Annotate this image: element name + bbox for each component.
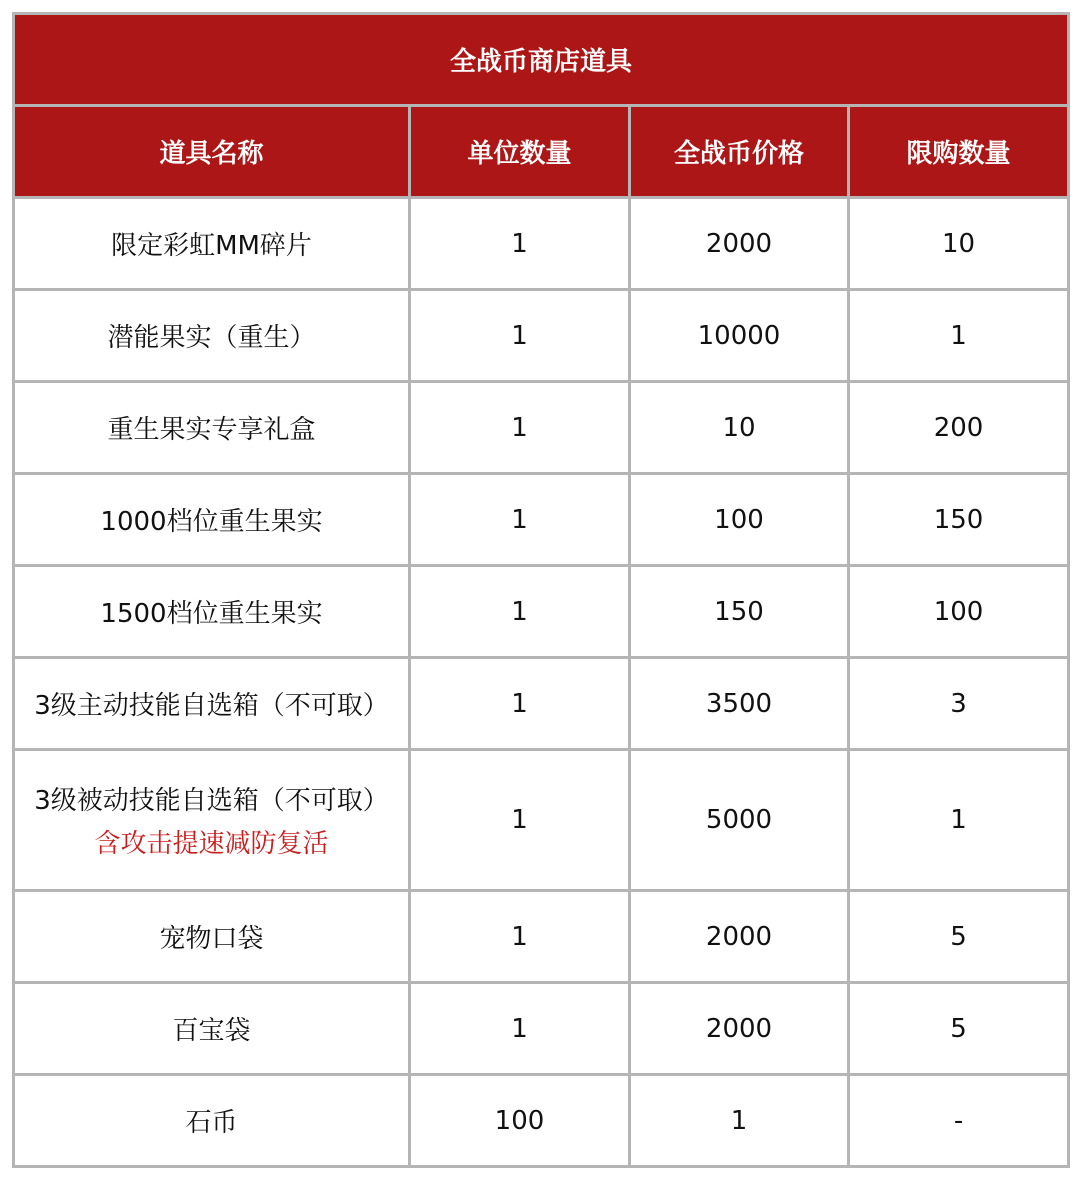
item-unit: 100 [410,1075,630,1167]
item-price: 3500 [630,658,849,750]
item-price: 2000 [630,891,849,983]
item-price: 150 [630,566,849,658]
header-price: 全战币价格 [630,106,849,198]
item-name: 1500档位重生果实 [14,566,410,658]
item-limit: 200 [849,382,1069,474]
table-row [14,382,1069,474]
item-unit: 1 [410,382,630,474]
item-limit: 100 [849,566,1069,658]
item-limit: 5 [849,983,1069,1075]
item-name: 重生果实专享礼盒 [14,382,410,474]
table-row [14,474,1069,566]
item-unit: 1 [410,198,630,290]
header-item-name: 道具名称 [14,106,410,198]
item-name: 潜能果实（重生） [14,290,410,382]
item-unit: 1 [410,891,630,983]
item-limit: 1 [849,750,1069,891]
item-price: 10 [630,382,849,474]
item-unit: 1 [410,474,630,566]
item-name: 石币 [14,1075,410,1167]
shop-table-container [12,12,1067,1168]
item-unit: 1 [410,750,630,891]
item-price: 10000 [630,290,849,382]
item-unit: 1 [410,566,630,658]
item-name: 3级被动技能自选箱（不可取） [34,786,389,816]
item-limit: - [849,1075,1069,1167]
item-name-cell [14,750,410,891]
item-note: 含攻击提速减防复活 [94,829,329,859]
table-row [14,750,1069,891]
header-unit-quantity: 单位数量 [410,106,630,198]
table-row [14,983,1069,1075]
item-price: 1 [630,1075,849,1167]
item-price: 2000 [630,983,849,1075]
header-purchase-limit: 限购数量 [849,106,1069,198]
item-price: 2000 [630,198,849,290]
table-title: 全战币商店道具 [14,14,1069,106]
table-row [14,891,1069,983]
item-unit: 1 [410,658,630,750]
item-name: 1000档位重生果实 [14,474,410,566]
table-title-row [14,14,1069,106]
item-unit: 1 [410,983,630,1075]
table-row [14,658,1069,750]
item-limit: 5 [849,891,1069,983]
shop-items-table [12,12,1070,1168]
item-price: 5000 [630,750,849,891]
item-name: 百宝袋 [14,983,410,1075]
table-row [14,1075,1069,1167]
item-price: 100 [630,474,849,566]
item-limit: 10 [849,198,1069,290]
table-row [14,566,1069,658]
item-limit: 1 [849,290,1069,382]
table-header-row [14,106,1069,198]
item-limit: 150 [849,474,1069,566]
item-limit: 3 [849,658,1069,750]
item-name: 宠物口袋 [14,891,410,983]
table-row [14,198,1069,290]
item-unit: 1 [410,290,630,382]
item-name: 限定彩虹MM碎片 [14,198,410,290]
table-row [14,290,1069,382]
item-name: 3级主动技能自选箱（不可取） [14,658,410,750]
